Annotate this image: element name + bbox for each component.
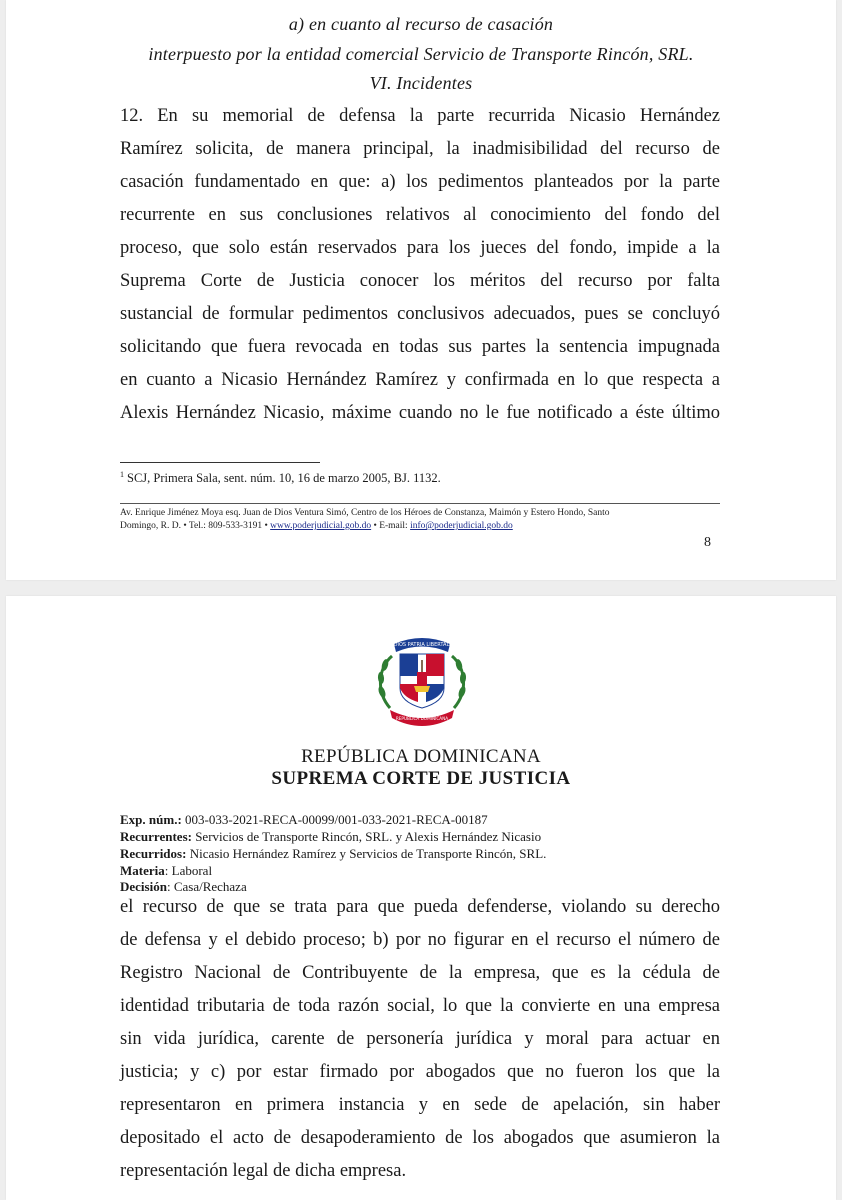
paragraph-line: depositado el acto de desapoderamiento de los abogados que asumieron la — [120, 1128, 720, 1148]
section-heading-a: a) en cuanto al recurso de casación — [288, 14, 554, 34]
meta-value: Nicasio Hernández Ramírez y Servicios de Transporte Rincón, SRL. — [189, 846, 547, 861]
website-link[interactable]: www.poderjudicial.gob.do — [270, 521, 372, 531]
section-heading-incidentes: VI. Incidentes — [369, 73, 473, 93]
paragraph-line: sustancial de formular pedimentos conclusivos adecuados, pues se concluyó — [120, 304, 720, 324]
email-link[interactable]: info@poderjudicial.gob.do — [410, 521, 513, 531]
document-page-9 — [6, 596, 836, 1200]
country-name: REPÚBLICA DOMINICANA — [301, 746, 541, 767]
paragraph-line: de defensa y el debido proceso; b) por no figurar en el recurso el número de — [120, 930, 720, 950]
address-line-1: Av. Enrique Jiménez Moya esq. Juan de Dios Ventura Simó, Centro de los Héroes de Constanza, Maimón y Estero Hondo, Santo — [120, 508, 610, 518]
address-contact: Domingo, R. D. • Tel.: 809-533-3191 • — [120, 521, 268, 531]
paragraph-line: representación legal de dicha empresa. — [120, 1161, 407, 1181]
meta-label: Exp. núm.: — [120, 812, 182, 827]
meta-label: Decisión — [120, 879, 167, 894]
meta-value: : Casa/Rechaza — [166, 879, 247, 894]
paragraph-line: recurrente en sus conclusiones relativos al conocimiento del fondo del — [120, 205, 720, 225]
paragraph-line: identidad tributaria de toda razón social, lo que la convierte en una empresa — [120, 996, 720, 1016]
meta-value: Servicios de Transporte Rincón, SRL. y Alexis Hernández Nicasio — [195, 829, 542, 844]
page-number: 8 — [704, 535, 711, 550]
meta-label: Materia — [120, 863, 165, 878]
meta-label: Recurrentes: — [120, 829, 192, 844]
paragraph-line: Ramírez solicita, de manera principal, la inadmisibilidad del recurso de — [120, 139, 720, 159]
ribbon-text: REPUBLICA DOMINICANA — [395, 716, 449, 721]
meta-value: : Laboral — [164, 863, 213, 878]
court-name: SUPREMA CORTE DE JUSTICIA — [271, 768, 571, 789]
email-label: • E-mail: — [373, 521, 408, 531]
footnote-number: 1 — [120, 470, 124, 479]
paragraph-line: en cuanto a Nicasio Hernández Ramírez y confirmada en lo que respecta a — [120, 370, 720, 390]
paragraph-line: Alexis Hernández Nicasio, máxime cuando no le fue notificado a éste último — [120, 403, 720, 423]
appellants — [120, 829, 541, 845]
paragraph-line: Suprema Corte de Justicia conocer los méritos del recurso por falta — [120, 271, 720, 291]
paragraph-line: proceso, que solo están reservados para los jueces del fondo, impide a la — [120, 238, 720, 258]
coat-of-arms-icon — [372, 630, 472, 726]
meta-value: 003-033-2021-RECA-00099/001-033-2021-RECA-00187 — [185, 812, 488, 827]
meta-label: Recurridos: — [120, 846, 187, 861]
paragraph-line: Registro Nacional de Contribuyente de la empresa, que es la cédula de — [120, 963, 720, 983]
section-heading-b: interpuesto por la entidad comercial Servicio de Transporte Rincón, SRL. — [148, 44, 694, 64]
footnote-divider — [120, 462, 320, 463]
paragraph-line: 12. En su memorial de defensa la parte recurrida Nicasio Hernández — [120, 106, 720, 126]
footnote — [120, 470, 441, 486]
paragraph-line: representaron en primera instancia y en sede de apelación, sin haber — [120, 1095, 720, 1115]
respondents — [120, 846, 546, 862]
paragraph-line: justicia; y c) por estar firmado por abogados que no fueron los que la — [120, 1062, 720, 1082]
footnote-text: SCJ, Primera Sala, sent. núm. 10, 16 de marzo 2005, BJ. 1132. — [127, 471, 441, 486]
case-number — [120, 812, 488, 828]
decision — [120, 879, 247, 895]
address-line-2 — [120, 521, 720, 531]
address-divider — [120, 503, 720, 504]
paragraph-line: sin vida jurídica, carente de personería jurídica y moral para actuar en — [120, 1029, 720, 1049]
subject-matter — [120, 863, 212, 879]
paragraph-line: el recurso de que se trata para que pueda defenderse, violando su derecho — [120, 897, 720, 917]
motto-ribbon: DIOS PATRIA LIBERTAD — [393, 642, 451, 648]
paragraph-line: solicitando que fuera revocada en todas sus partes la sentencia impugnada — [120, 337, 720, 357]
document-page-8 — [6, 0, 836, 580]
paragraph-line: casación fundamentado en que: a) los pedimentos planteados por la parte — [120, 172, 720, 192]
